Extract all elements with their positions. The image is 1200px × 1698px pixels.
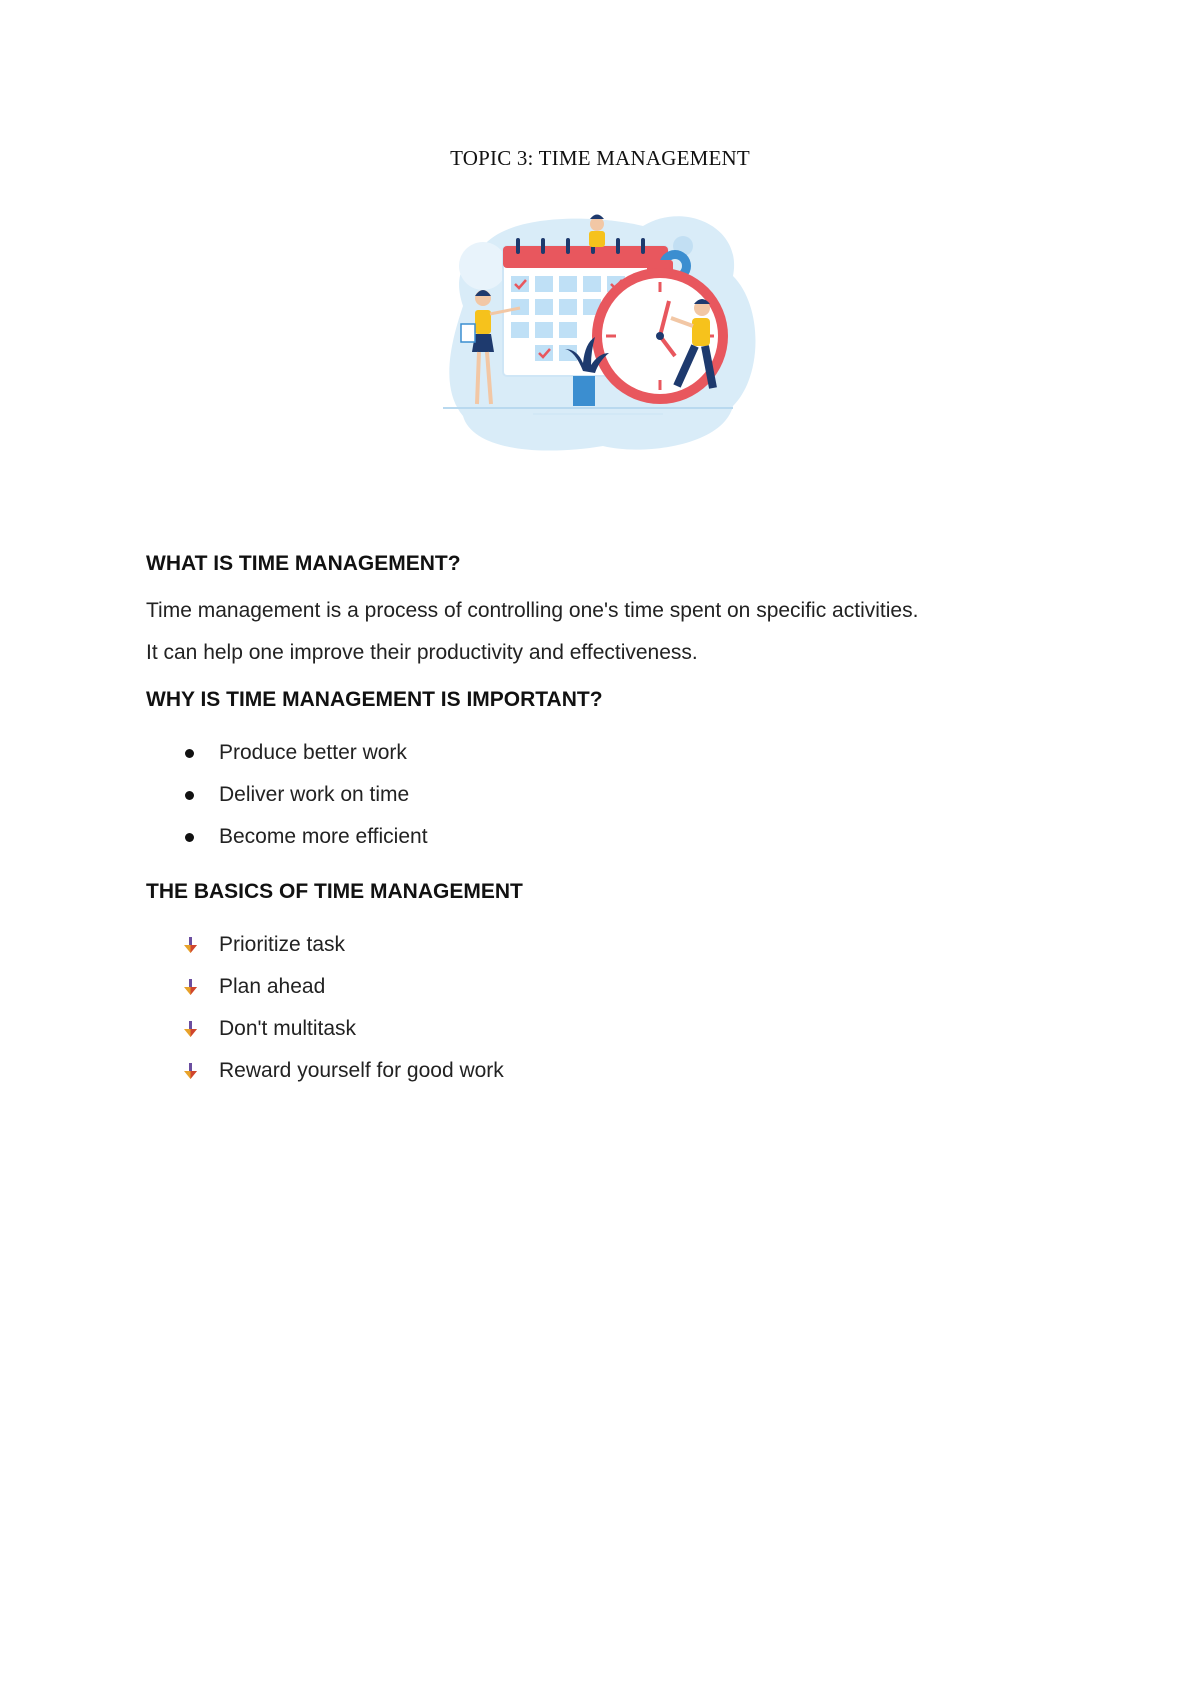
list-item-label: Deliver work on time [219, 783, 410, 806]
list-item-label: Prioritize task [219, 933, 346, 956]
list-item [146, 732, 1066, 774]
definition-paragraph [146, 590, 1066, 674]
down-arrow-bullet-icon [183, 1062, 199, 1080]
list-item [146, 966, 1066, 1008]
down-arrow-bullet-icon [183, 936, 199, 954]
definition-line-1: Time management is a process of controlling one's time spent on specific activities. [146, 599, 919, 622]
list-item-label: Reward yourself for good work [219, 1059, 504, 1082]
round-bullet [185, 749, 194, 758]
list-item [146, 1008, 1066, 1050]
time-management-illustration [443, 206, 768, 462]
round-bullet [185, 791, 194, 800]
importance-list [146, 732, 1066, 858]
heading-basics: THE BASICS OF TIME MANAGEMENT [146, 880, 523, 903]
list-item [146, 774, 1066, 816]
round-bullet [185, 833, 194, 842]
list-item [146, 924, 1066, 966]
list-item-label: Become more efficient [219, 825, 428, 848]
heading-why-important: WHY IS TIME MANAGEMENT IS IMPORTANT? [146, 688, 603, 711]
list-item [146, 816, 1066, 858]
definition-line-2: It can help one improve their productivity and effectiveness. [146, 641, 698, 664]
down-arrow-bullet-icon [183, 978, 199, 996]
list-item [146, 1050, 1066, 1092]
list-item-label: Plan ahead [219, 975, 326, 998]
down-arrow-bullet-icon [183, 1020, 199, 1038]
heading-what-is-time-management: WHAT IS TIME MANAGEMENT? [146, 552, 461, 575]
page-title: TOPIC 3: TIME MANAGEMENT [450, 146, 750, 170]
document-body [146, 552, 1066, 1092]
list-item-label: Produce better work [219, 741, 407, 764]
basics-list [146, 924, 1066, 1092]
list-item-label: Don't multitask [219, 1017, 357, 1040]
